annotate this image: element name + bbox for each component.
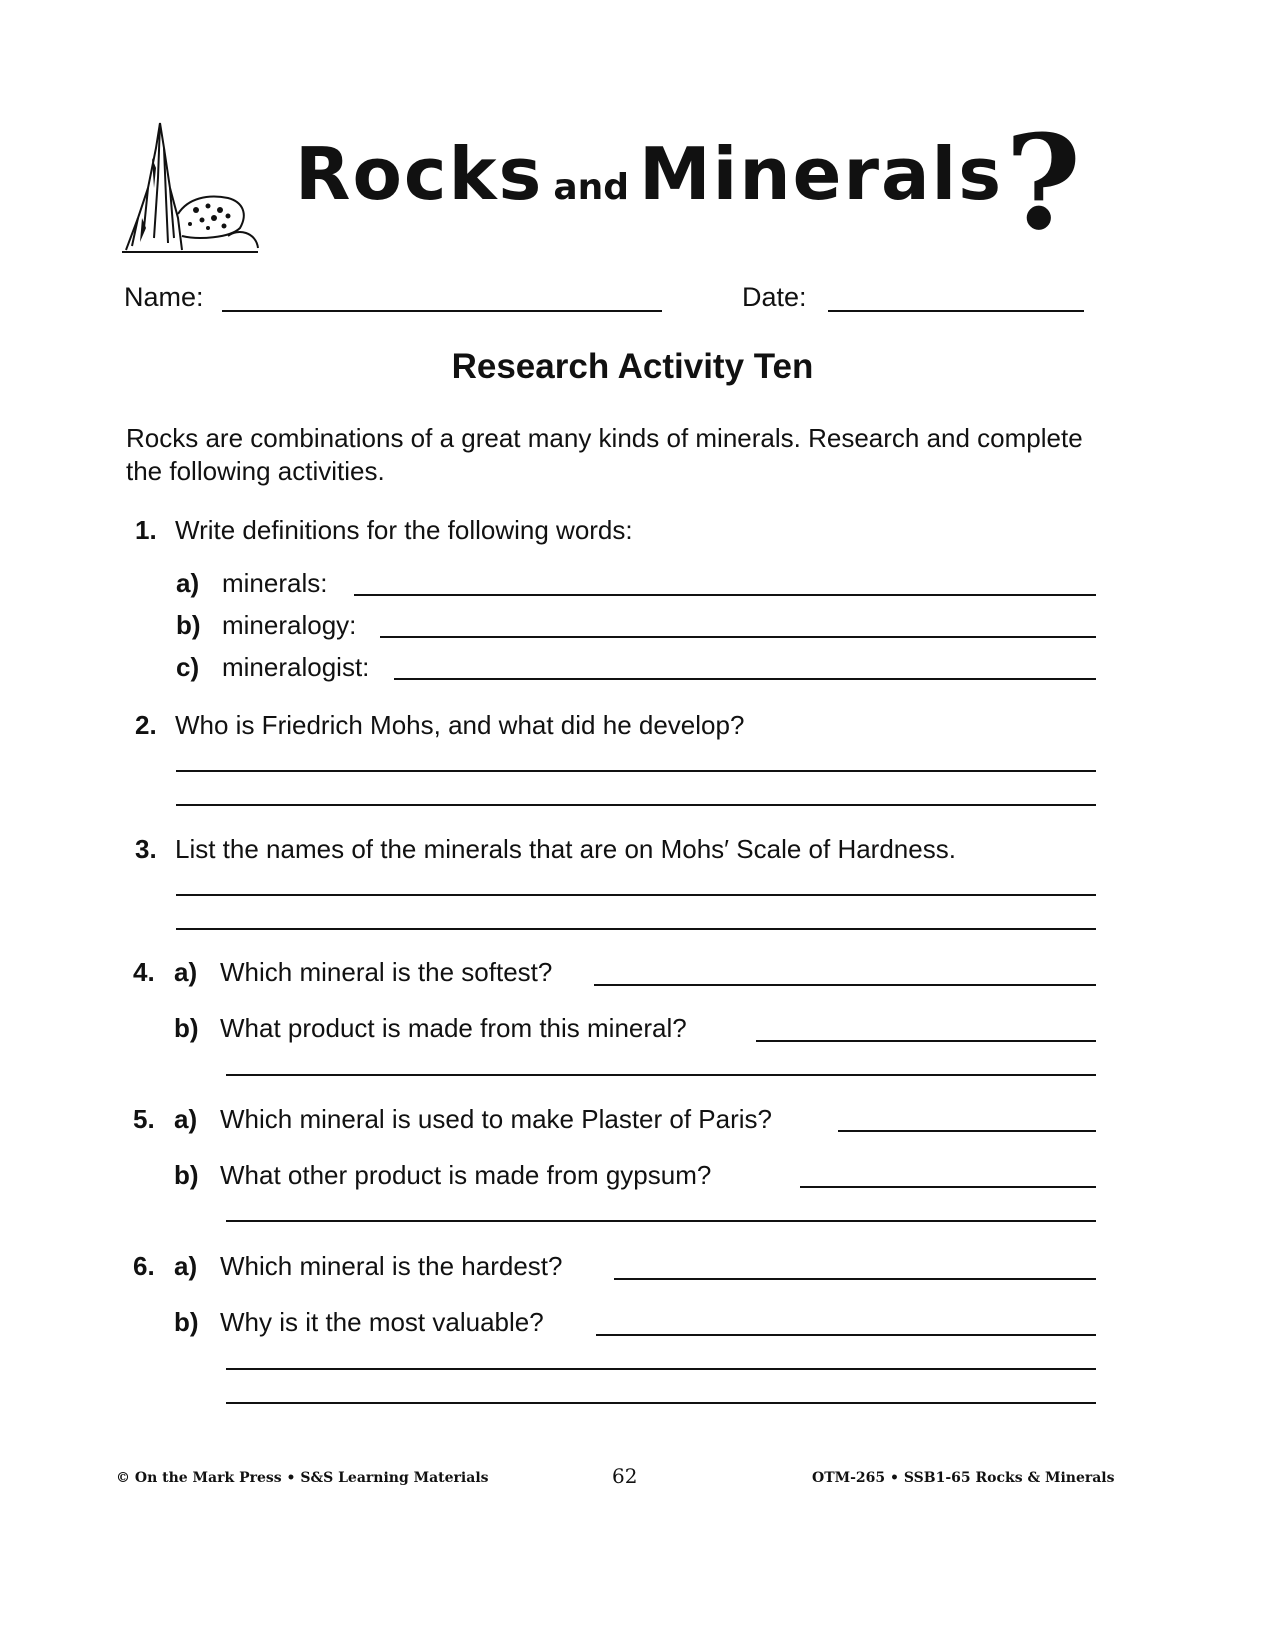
footer-publisher: © On the Mark Press • S&S Learning Materials (116, 1470, 489, 1486)
title-and: and (553, 167, 630, 208)
question-5b-text: What other product is made from gypsum? (220, 1160, 712, 1190)
answer-line-4b-1[interactable] (756, 1040, 1096, 1042)
question-1a-letter: a) (176, 568, 200, 598)
question-1c-letter: c) (176, 652, 200, 682)
question-3-text: List the names of the minerals that are on Mohs′ Scale of Hardness. (175, 834, 956, 864)
answer-line-5b-1[interactable] (800, 1186, 1096, 1188)
page-subtitle: Research Activity Ten (451, 347, 814, 386)
question-6a-letter: a) (174, 1251, 198, 1281)
question-4b-letter: b) (174, 1013, 199, 1043)
question-5-number: 5. (133, 1104, 155, 1134)
answer-line-4b-2[interactable] (226, 1074, 1096, 1076)
name-field[interactable] (222, 310, 662, 312)
answer-line-1a[interactable] (354, 594, 1096, 596)
question-2-number: 2. (135, 710, 157, 740)
question-4b-text: What product is made from this mineral? (220, 1013, 687, 1043)
answer-line-5a[interactable] (838, 1130, 1096, 1132)
answer-line-1b[interactable] (380, 636, 1096, 638)
date-field[interactable] (828, 310, 1084, 312)
answer-line-4a[interactable] (594, 984, 1096, 986)
question-1-text: Write definitions for the following words: (175, 515, 633, 545)
question-3-number: 3. (135, 834, 157, 864)
footer-product-code: OTM-265 • SSB1-65 Rocks & Minerals (812, 1470, 1115, 1486)
question-1a-text: minerals: (222, 568, 328, 598)
worksheet-title (295, 132, 1004, 216)
name-label: Name: (124, 282, 204, 312)
question-5b-letter: b) (174, 1160, 199, 1190)
answer-line-3-2[interactable] (176, 928, 1096, 930)
question-mark-icon: ? (1005, 106, 1082, 259)
question-1-number: 1. (135, 515, 157, 545)
rock-crystal-icon (118, 118, 268, 258)
question-1c-text: mineralogist: (222, 652, 370, 682)
question-5a-text: Which mineral is used to make Plaster of Paris? (220, 1104, 772, 1134)
title-rocks: Rocks (295, 132, 544, 216)
answer-line-1c[interactable] (394, 678, 1096, 680)
question-6b-letter: b) (174, 1307, 199, 1337)
page-number: 62 (612, 1464, 638, 1488)
answer-line-6b-3[interactable] (226, 1402, 1096, 1404)
answer-line-6a[interactable] (614, 1278, 1096, 1280)
answer-line-6b-2[interactable] (226, 1368, 1096, 1370)
answer-line-2-1[interactable] (176, 770, 1096, 772)
question-6a-text: Which mineral is the hardest? (220, 1251, 563, 1281)
question-1b-letter: b) (176, 610, 201, 640)
question-6-number: 6. (133, 1251, 155, 1281)
question-1b-text: mineralogy: (222, 610, 357, 640)
answer-line-6b-1[interactable] (596, 1334, 1096, 1336)
answer-line-5b-2[interactable] (226, 1220, 1096, 1222)
answer-line-3-1[interactable] (176, 894, 1096, 896)
question-4-number: 4. (133, 957, 155, 987)
answer-line-2-2[interactable] (176, 804, 1096, 806)
question-5a-letter: a) (174, 1104, 198, 1134)
question-4a-letter: a) (174, 957, 198, 987)
question-2-text: Who is Friedrich Mohs, and what did he develop? (175, 710, 745, 740)
date-label: Date: (742, 282, 807, 312)
question-4a-text: Which mineral is the softest? (220, 957, 553, 987)
intro-paragraph: Rocks are combinations of a great many kinds of minerals. Research and complete the following activities. (126, 423, 1083, 486)
question-6b-text: Why is it the most valuable? (220, 1307, 544, 1337)
title-minerals: Minerals (639, 132, 1004, 216)
